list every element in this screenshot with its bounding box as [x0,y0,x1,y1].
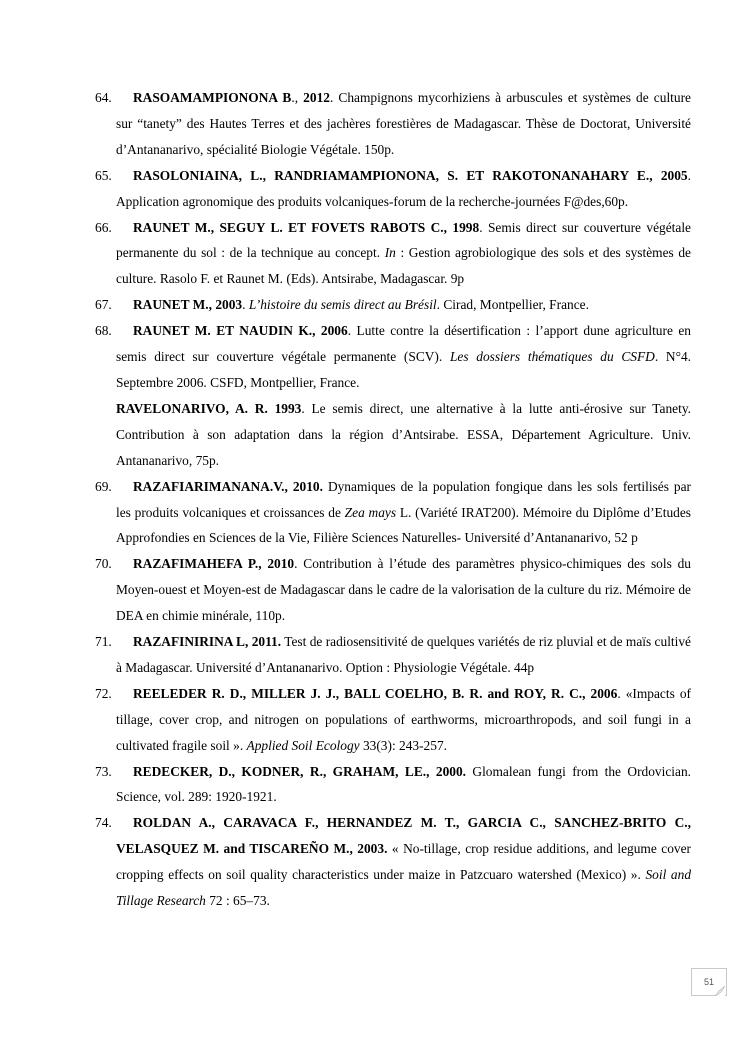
reference-item [95,810,691,914]
reference-title-italic: Soil and Tillage Research [116,867,692,909]
reference-number: 68. [95,323,112,339]
reference-body [116,323,691,390]
reference-item [95,85,691,163]
reference-author: REELEDER R. D., MILLER J. J., BALL COELHO, B. R. and ROY, R. C., 2006 [133,685,618,701]
reference-author: RAZAFIARIMANANA.V., 2010. [133,478,323,494]
reference-title-italic: Zea mays [344,504,397,520]
reference-title-italic: L’histoire du semis direct au Brésil [248,297,437,313]
reference-number: 74. [95,815,112,831]
reference-text: . Contribution à l’étude des paramètres physico-chimiques des sols du Moyen-ouest et Moyen-est de Madagascar dans le cadre de la valorisation de la culture du riz. Mémoire de DEA en chimie minérale, 110p. [116,556,691,624]
reference-text: Glomalean fungi from the Ordovician. Science, vol. 289: 1920-1921. [116,763,691,805]
reference-title-italic: Applied Soil Ecology [246,737,360,753]
reference-text: . Cirad, Montpellier, France. [436,297,589,313]
reference-author: RASOAMAMPIONONA B [133,90,292,105]
reference-text: . [242,297,249,313]
reference-text: L. (Variété IRAT200). Mémoire du Diplôme d’Etudes Approfondies en Sciences de la Vie, Filière Sciences Naturelles- Université d’Antananarivo, 52 p [116,504,691,546]
reference-item [95,163,691,215]
reference-number: 72. [95,685,112,701]
reference-author: RAUNET M., 2003 [133,297,243,313]
reference-text: Test de radiosensitivité de quelques variétés de riz pluvial et de maïs cultivé à Madagascar. Université d’Antananarivo. Option : Physiologie Végétale. 44p [116,634,691,675]
reference-text: Dynamiques de la population fongique dans les sols fertilisés par les produits volcaniques et croissances de [116,478,691,520]
reference-number: 70. [95,556,112,572]
reference-title-italic: Les dossiers thématiques du CSFD [449,349,655,365]
reference-body [116,479,691,546]
reference-text: 72 : 65–73. [205,893,270,909]
reference-number: 69. [95,478,112,494]
reference-text: . Lutte contre la désertification : l’apport dune agriculture en semis direct sur couverture végétale permanente (SCV). [116,323,691,365]
reference-author: RASOLONIAINA, L., RANDRIAMAMPIONONA, S. ET RAKOTONANAHARY E., 2005 [133,167,688,183]
reference-body [116,297,589,312]
reference-number: 66. [95,219,112,235]
reference-text: « No-tillage, crop residue additions, and legume cover cropping effects on soil quality characteristics under maize in Patzcuaro watershed (Mexico) ». [116,841,691,883]
reference-number: 73. [95,763,112,779]
reference-author: RAZAFINIRINA L, 2011. [133,634,282,650]
reference-list [95,85,691,914]
reference-number: 71. [95,634,112,650]
reference-author: RAZAFIMAHEFA P., 2010 [133,556,295,572]
reference-sub-entry [116,396,691,474]
reference-number: 64. [95,90,112,105]
reference-text: 33(3): 243-257. [359,737,447,753]
reference-body [116,90,691,157]
reference-item [95,292,691,318]
reference-item [95,474,691,552]
reference-body [116,686,691,753]
page-number: 51 [703,977,714,987]
reference-text: : Gestion agrobiologique des sols et des systèmes de culture. Rasolo F. et Raunet M. (Eds). Antsirabe, Madagascar. 9p [116,245,691,287]
reference-body [116,815,691,908]
reference-item [95,629,691,681]
reference-number: 65. [95,167,112,183]
reference-author: RAUNET M., SEGUY L. ET FOVETS RABOTS C., 1998 [133,219,480,235]
page-curl-icon [715,986,725,996]
reference-text: . Le semis direct, une alternative à la lutte anti-érosive sur Tanety. Contribution à son adaptation dans la région d’Antsirabe. ESSA, Département Agriculture. Univ. Antananarivo, 75p. [116,400,691,468]
reference-item [95,681,691,759]
reference-text: . N°4. Septembre 2006. CSFD, Montpellier, France. [116,349,691,390]
reference-body [116,634,691,675]
reference-body [116,220,691,287]
reference-text: . Champignons mycorhiziens à arbuscules et systèmes de culture sur “tanety” des Hautes Terres et des jachères forestières de Madagascar. Thèse de Doctorat, Université d’Antananarivo, spécialité Biologie Végétale. 150p. [116,90,691,157]
reference-item [95,759,691,811]
reference-number: 67. [95,297,112,313]
reference-author: RAVELONARIVO, A. R. 1993 [116,400,302,416]
reference-item [95,551,691,629]
reference-author: RAUNET M. ET NAUDIN K., 2006 [133,323,348,339]
reference-text: . Semis direct sur couverture végétale permanente du sol : de la technique au concept. [116,219,691,261]
reference-body [116,764,691,805]
reference-item [95,318,691,473]
reference-body [116,168,691,209]
reference-item [95,215,691,293]
reference-title-italic: In [384,245,396,261]
reference-author: 2012 [303,90,330,105]
reference-text: . Application agronomique des produits volcaniques-forum de la recherche-journées F@des,60p. [116,167,691,209]
reference-text: ., [291,90,304,105]
reference-author: ROLDAN A., CARAVACA F., HERNANDEZ M. T., GARCIA C., SANCHEZ-BRITO C., VELASQUEZ M. and TISCAREÑO M., 2003. [116,815,691,857]
reference-text: . «Impacts of tillage, cover crop, and nitrogen on populations of earthworms, microarthropods, and soil fungi in a cultivated fragile soil ». [116,685,692,753]
reference-body [116,556,691,623]
reference-author: REDECKER, D., KODNER, R., GRAHAM, LE., 2000. [133,763,466,779]
